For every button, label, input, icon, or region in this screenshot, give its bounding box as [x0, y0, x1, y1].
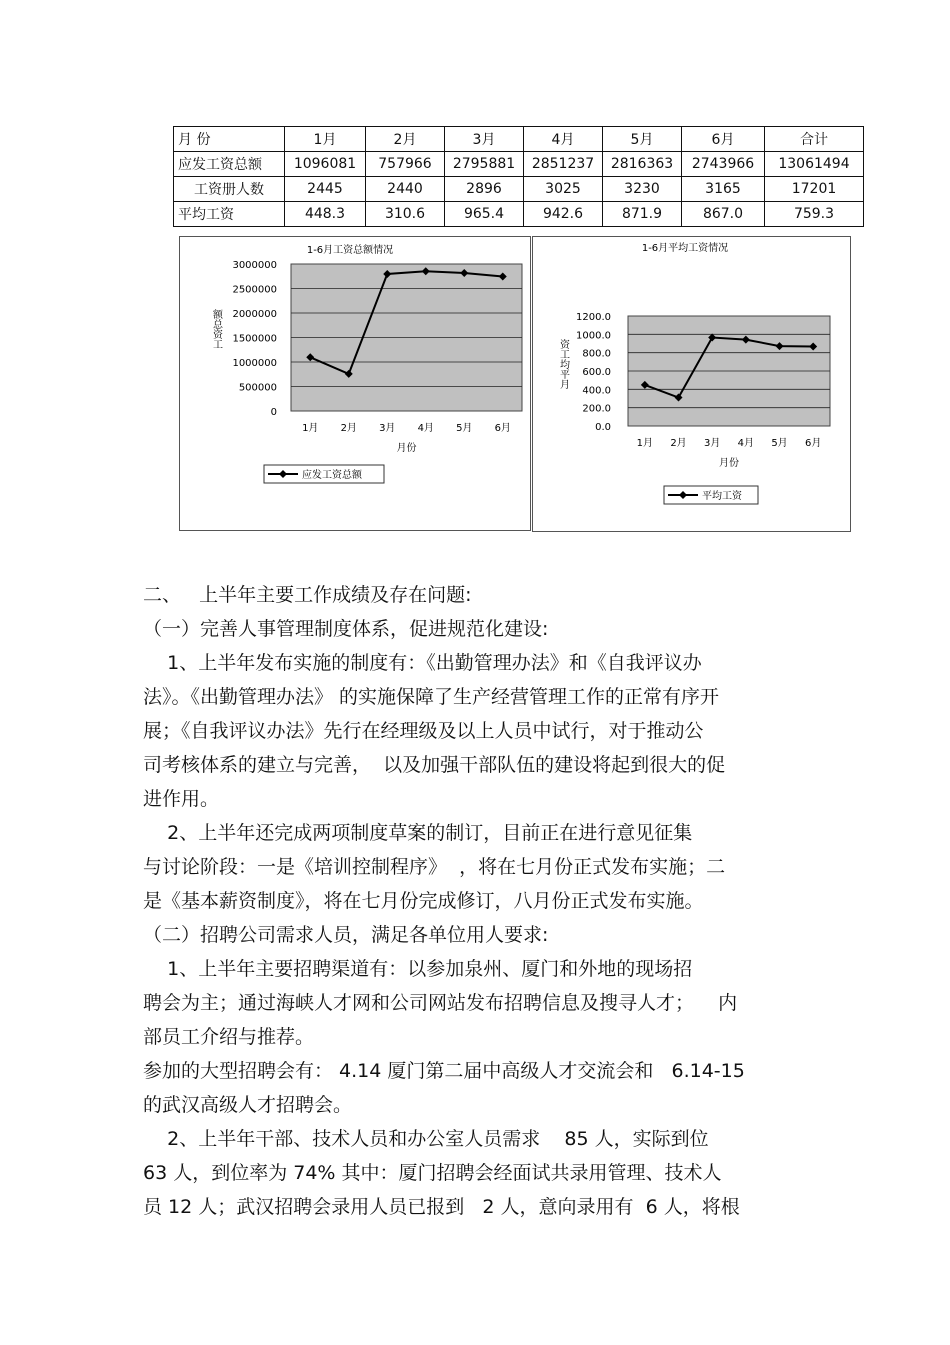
- average-salary-chart-svg: [533, 237, 850, 531]
- x-tick-label: 3月: [703, 438, 721, 449]
- table-cell: 759.3: [765, 202, 864, 227]
- y-tick-label: 3000000: [232, 260, 277, 271]
- table-cell: 2851237: [524, 152, 603, 177]
- x-tick-label: 6月: [494, 423, 511, 434]
- text-line: 1、上半年发布实施的制度有：《出勤管理办法》和《自我评议办: [143, 652, 702, 674]
- total-salary-chart: [179, 236, 531, 531]
- table-cell: 13061494: [765, 152, 864, 177]
- text-line: 1、上半年主要招聘渠道有：以参加泉州、厦门和外地的现场招: [143, 958, 693, 980]
- total-salary-chart-svg: [180, 237, 530, 530]
- table-cell: 3025: [524, 177, 603, 202]
- x-tick-label: 5月: [771, 438, 788, 449]
- table-header-cell: 1月: [285, 127, 366, 152]
- table-cell: 3165: [682, 177, 765, 202]
- y-tick-label: 0: [270, 407, 277, 418]
- text-line: 展；《自我评议办法》先行在经理级及以上人员中试行，对于推动公: [143, 720, 704, 742]
- y-tick-label: 1200.0: [576, 312, 611, 323]
- salary-table: [173, 126, 864, 227]
- legend-label: 应发工资总额: [302, 470, 362, 481]
- table-cell: 2795881: [445, 152, 524, 177]
- y-tick-label: 2000000: [232, 309, 277, 320]
- x-tick-label: 5月: [456, 423, 473, 434]
- x-tick-label: 1月: [302, 423, 319, 434]
- y-tick-label: 600.0: [582, 367, 611, 378]
- section-heading: 二、 上半年主要工作成绩及存在问题:: [143, 584, 472, 606]
- x-tick-label: 2月: [670, 438, 687, 449]
- x-tick-label: 4月: [417, 423, 434, 434]
- table-cell: 2896: [445, 177, 524, 202]
- y-tick-label: 1500000: [232, 333, 277, 345]
- y-tick-label: 2500000: [232, 284, 277, 296]
- table-cell: 942.6: [524, 202, 603, 227]
- text-line: 司考核体系的建立与完善， 以及加强干部队伍的建设将起到很大的促: [143, 754, 726, 776]
- table-cell: 2440: [366, 177, 445, 202]
- legend-label: 平均工资: [702, 491, 742, 502]
- x-tick-label: 2月: [340, 423, 357, 434]
- table-cell: 3230: [603, 177, 682, 202]
- table-cell: 工资册人数: [174, 177, 285, 202]
- table-header-cell: 合计: [765, 127, 864, 152]
- table-cell: 965.4: [445, 202, 524, 227]
- table-cell: 17201: [765, 177, 864, 202]
- table-cell: 2743966: [682, 152, 765, 177]
- text-line: 与讨论阶段：一是《培训控制程序》 ，将在七月份正式发布实施；二: [143, 856, 726, 878]
- y-tick-label: 1000000: [232, 358, 277, 369]
- text-line: 的武汉高级人才招聘会。: [143, 1094, 353, 1116]
- x-tick-label: 1月: [636, 438, 654, 449]
- y-tick-label: 400.0: [582, 385, 611, 397]
- text-line: 63 人，到位率为 74% 其中：厦门招聘会经面试共录用管理、技术人: [143, 1162, 722, 1184]
- y-tick-label: 500000: [238, 382, 277, 394]
- table-cell: 867.0: [682, 202, 765, 227]
- y-tick-label: 1000.0: [576, 330, 611, 342]
- chart-title: 1-6月工资总额情况: [306, 245, 394, 256]
- table-cell: 2445: [285, 177, 366, 202]
- table-header-cell: 3月: [445, 127, 524, 152]
- text-line: 是《基本薪资制度》，将在七月份完成修订，八月份正式发布实施。: [143, 890, 704, 912]
- table-row: [174, 202, 864, 227]
- x-axis-label: 月份: [396, 443, 417, 454]
- table-cell: 平均工资: [174, 202, 285, 227]
- table-header-cell: 月 份: [174, 127, 285, 152]
- table-header-cell: 2月: [366, 127, 445, 152]
- table-cell: 871.9: [603, 202, 682, 227]
- y-tick-label: 800.0: [582, 348, 611, 360]
- y-tick-label: 200.0: [582, 403, 611, 415]
- text-line: 法》。《出勤管理办法》 的实施保障了生产经营管理工作的正常有序开: [143, 686, 720, 708]
- table-cell: 757966: [366, 152, 445, 177]
- subsection-heading: （一）完善人事管理制度体系，促进规范化建设:: [143, 618, 549, 640]
- subsection-heading: （二）招聘公司需求人员，满足各单位用人要求:: [143, 924, 549, 946]
- y-axis-label: 额总资工: [210, 309, 222, 349]
- table-row: [174, 152, 864, 177]
- table-cell: 2816363: [603, 152, 682, 177]
- x-tick-label: 3月: [379, 423, 396, 434]
- x-tick-label: 6月: [804, 438, 822, 449]
- table-header-cell: 4月: [524, 127, 603, 152]
- chart-title: 1-6月平均工资情况: [641, 243, 729, 254]
- table-row: [174, 177, 864, 202]
- average-salary-chart: [532, 236, 851, 532]
- table-cell: 1096081: [285, 152, 366, 177]
- table-header-cell: 6月: [682, 127, 765, 152]
- text-line: 聘会为主；通过海峡人才网和公司网站发布招聘信息及搜寻人才； 内: [143, 992, 738, 1014]
- text-line: 进作用。: [143, 788, 220, 810]
- text-line: 部员工介绍与推荐。: [143, 1026, 315, 1048]
- table-header-row: [174, 127, 864, 152]
- y-axis-label: 资工均平月: [557, 339, 569, 389]
- x-axis-label: 月份: [719, 458, 739, 469]
- x-tick-label: 4月: [737, 438, 755, 449]
- table-cell: 448.3: [285, 202, 366, 227]
- table-cell: 应发工资总额: [174, 152, 285, 177]
- table-header-cell: 5月: [603, 127, 682, 152]
- text-line: 2、上半年还完成两项制度草案的制订，目前正在进行意见征集: [143, 822, 693, 844]
- table-cell: 310.6: [366, 202, 445, 227]
- text-line: 参加的大型招聘会有： 4.14 厦门第二届中高级人才交流会和 6.14-15: [143, 1060, 745, 1082]
- y-tick-label: 0.0: [595, 422, 611, 433]
- text-line: 员 12 人；武汉招聘会录用人员已报到 2 人，意向录用有 6 人，将根: [143, 1196, 740, 1218]
- text-line: 2、上半年干部、技术人员和办公室人员需求 85 人，实际到位: [143, 1128, 709, 1150]
